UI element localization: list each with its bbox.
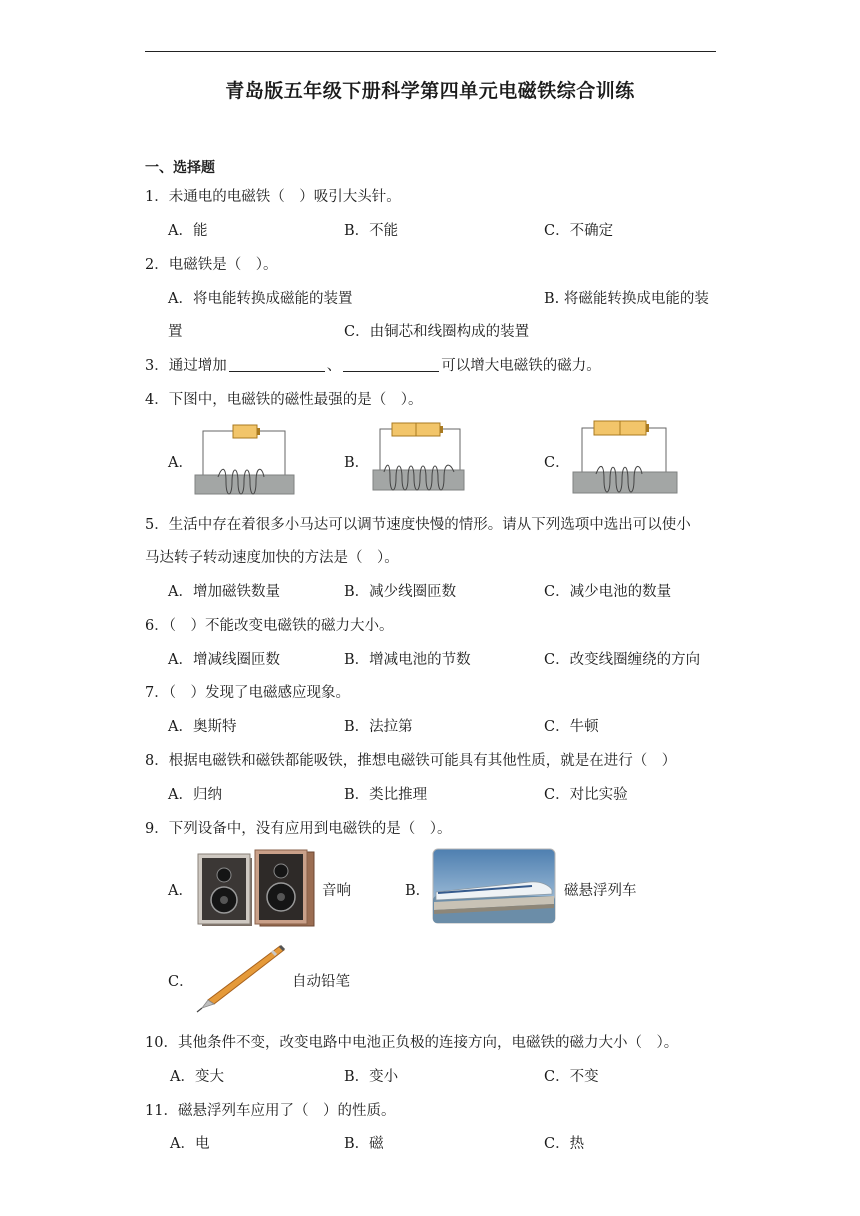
question-1-option-b[interactable]: B．不能 xyxy=(344,223,399,239)
question-10-option-c[interactable]: C．不变 xyxy=(544,1069,599,1085)
speaker-label: 音响 xyxy=(322,883,351,899)
question-2-option-a[interactable]: A．将电能转换成磁能的装置 xyxy=(168,291,353,307)
question-4-option-b[interactable]: B． xyxy=(344,455,370,471)
question-11-option-c[interactable]: C．热 xyxy=(544,1136,585,1152)
page-title: 青岛版五年级下册科学第四单元电磁铁综合训练 xyxy=(225,80,635,102)
question-11-option-b[interactable]: B．磁 xyxy=(344,1136,384,1152)
question-3-text-3: 可以增大电磁铁的磁力。 xyxy=(441,358,601,374)
question-4-option-a[interactable]: A． xyxy=(168,455,193,471)
question-9-option-c[interactable]: C． xyxy=(168,974,194,990)
question-8-option-b[interactable]: B．类比推理 xyxy=(344,787,428,803)
answer-blank-2[interactable] xyxy=(343,357,439,372)
question-1-option-a[interactable]: A．能 xyxy=(168,223,208,239)
pencil-label: 自动铅笔 xyxy=(292,974,350,990)
question-2-option-c[interactable]: C．由铜芯和线圈构成的装置 xyxy=(344,324,530,340)
question-3-text-1: 3．通过增加 xyxy=(145,358,227,374)
question-5-stem-line-2: 马达转子转动速度加快的方法是（ ）。 xyxy=(145,550,399,566)
question-5-stem-line-1: 5．生活中存在着很多小马达可以调节速度快慢的情形。请从下列选项中选出可以使小 xyxy=(145,517,691,533)
electromagnet-diagram-a xyxy=(192,420,296,496)
question-6-option-c[interactable]: C．改变线圈缠绕的方向 xyxy=(544,652,701,668)
question-2-stem: 2．电磁铁是（ ）。 xyxy=(145,257,278,273)
question-8-option-c[interactable]: C．对比实验 xyxy=(544,787,628,803)
mechanical-pencil-image xyxy=(194,942,288,1014)
maglev-train-image xyxy=(432,848,556,924)
question-6-option-b[interactable]: B．增减电池的节数 xyxy=(344,652,471,668)
question-1-option-c[interactable]: C．不确定 xyxy=(544,223,614,239)
question-7-option-a[interactable]: A．奥斯特 xyxy=(168,719,237,735)
question-6-stem: 6．（ ）不能改变电磁铁的磁力大小。 xyxy=(145,618,394,634)
question-10-option-b[interactable]: B．变小 xyxy=(344,1069,399,1085)
question-3-stem xyxy=(145,354,601,375)
section-heading: 一、选择题 xyxy=(145,160,215,176)
electromagnet-diagram-c xyxy=(570,416,680,496)
question-2-option-b-continued[interactable]: 置 xyxy=(168,324,183,340)
question-5-option-b[interactable]: B．减少线圈匝数 xyxy=(344,584,457,600)
question-11-stem: 11．磁悬浮列车应用了（ ）的性质。 xyxy=(145,1103,396,1119)
electromagnet-diagram-b xyxy=(370,418,466,494)
question-4-option-c[interactable]: C． xyxy=(544,455,570,471)
speaker-image xyxy=(196,848,320,930)
question-11-option-a[interactable]: A．电 xyxy=(170,1136,210,1152)
question-4-stem: 4．下图中，电磁铁的磁性最强的是（ ）。 xyxy=(145,392,423,408)
question-6-option-a[interactable]: A．增减线圈匝数 xyxy=(168,652,280,668)
question-9-option-a[interactable]: A． xyxy=(168,883,193,899)
question-7-option-b[interactable]: B．法拉第 xyxy=(344,719,413,735)
answer-blank-1[interactable] xyxy=(229,357,325,372)
question-1-stem: 1．未通电的电磁铁（ ）吸引大头针。 xyxy=(145,189,401,205)
question-3-text-2: 、 xyxy=(326,358,342,374)
question-7-option-c[interactable]: C．牛顿 xyxy=(544,719,599,735)
question-10-option-a[interactable]: A．变大 xyxy=(170,1069,224,1085)
question-8-stem: 8．根据电磁铁和磁铁都能吸铁，推想电磁铁可能具有其他性质，就是在进行（ ） xyxy=(145,753,677,769)
question-5-option-a[interactable]: A．增加磁铁数量 xyxy=(168,584,280,600)
question-5-option-c[interactable]: C．减少电池的数量 xyxy=(544,584,672,600)
maglev-label: 磁悬浮列车 xyxy=(564,883,637,899)
question-10-stem: 10．其他条件不变，改变电路中电池正负极的连接方向，电磁铁的磁力大小（ ）。 xyxy=(145,1035,679,1051)
question-7-stem: 7．（ ）发现了电磁感应现象。 xyxy=(145,685,350,701)
question-9-option-b[interactable]: B． xyxy=(405,883,431,899)
question-8-option-a[interactable]: A．归纳 xyxy=(168,787,222,803)
header-rule xyxy=(145,51,716,52)
question-9-stem: 9．下列设备中，没有应用到电磁铁的是（ ）。 xyxy=(145,821,452,837)
question-2-option-b[interactable]: B. 将磁能转换成电能的装 xyxy=(544,291,709,307)
